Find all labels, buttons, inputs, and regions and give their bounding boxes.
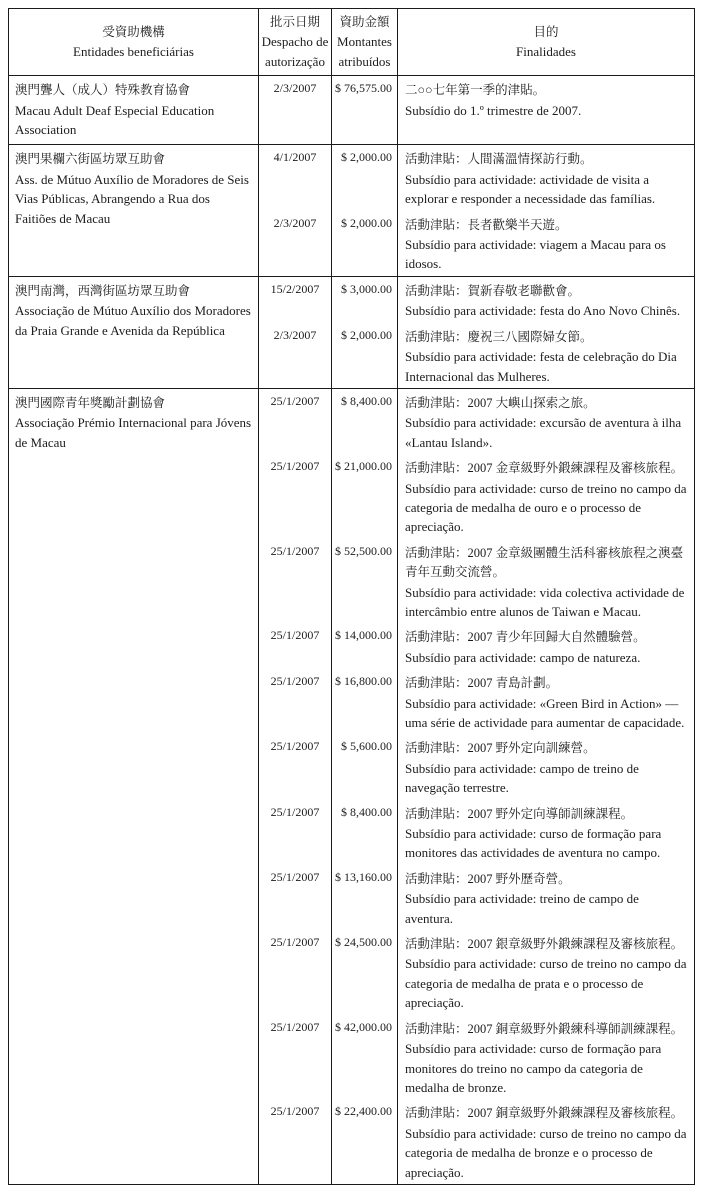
purpose-zh: 活動津貼：2007 青少年回歸大自然體驗營。: [405, 630, 646, 645]
entity-cell: [9, 389, 259, 1184]
date-cell: 25/1/2007: [259, 1099, 332, 1184]
purpose-zh: 活動津貼：2007 野外歷奇營。: [405, 871, 571, 886]
amount-cell: $ 2,000.00: [332, 145, 398, 210]
date-cell: 25/1/2007: [259, 623, 332, 669]
entity-name-pt: Macau Adult Deaf Especial Education Association: [15, 102, 215, 138]
date-cell: 15/2/2007: [259, 277, 332, 323]
purpose-zh: 活動津貼：2007 野外定向訓練營。: [405, 741, 596, 756]
date-cell: 25/1/2007: [259, 865, 332, 930]
header-purpose-pt: Finalidades: [516, 44, 576, 60]
entry-row: [259, 145, 694, 210]
header-amount: [332, 9, 398, 75]
purpose-cell: [398, 800, 694, 865]
purpose-pt: Subsídio para actividade: campo de treino de navegação terrestre.: [405, 760, 639, 796]
entry-row: [259, 277, 694, 323]
entry-row: [259, 323, 694, 388]
grants-table: [8, 8, 695, 1185]
purpose-pt: Subsídio do 1.º trimestre de 2007.: [405, 102, 582, 118]
purpose-zh: 活動津貼：2007 大嶼山探索之旅。: [405, 395, 596, 410]
amount-cell: $ 24,500.00: [332, 930, 398, 1015]
purpose-zh: 活動津貼：人間滿溫情探訪行動。: [405, 152, 593, 167]
date-cell: 2/3/2007: [259, 323, 332, 388]
entity-cell: [9, 76, 259, 144]
header-entities-pt: Entidades beneficiárias: [73, 44, 194, 60]
header-entities: [9, 9, 259, 75]
amount-cell: $ 2,000.00: [332, 211, 398, 276]
purpose-pt: Subsídio para actividade: festa de celebração do Dia Internacional das Mulheres.: [405, 349, 677, 384]
entries-list: [259, 145, 694, 275]
amount-cell: $ 8,400.00: [332, 389, 398, 454]
purpose-zh: 二○○七年第一季的津貼。: [405, 83, 546, 98]
amount-cell: $ 22,400.00: [332, 1099, 398, 1184]
amount-cell: $ 76,575.00: [332, 76, 398, 144]
amount-cell: $ 8,400.00: [332, 800, 398, 865]
amount-cell: $ 3,000.00: [332, 277, 398, 323]
purpose-zh: 活動津貼：2007 青島計劃。: [405, 676, 559, 691]
entry-row: [259, 454, 694, 539]
table-row: [9, 76, 694, 145]
purpose-zh: 活動津貼：2007 金章級團體生活科審核旅程之澳臺青年互動交流營。: [405, 545, 684, 580]
table-row: [9, 145, 694, 276]
header-entities-zh: 受資助機構: [102, 24, 165, 39]
purpose-zh: 活動津貼：長者歡樂半天遊。: [405, 217, 568, 232]
purpose-cell: [398, 930, 694, 1015]
entry-row: [259, 76, 694, 144]
purpose-cell: [398, 623, 694, 669]
date-cell: 25/1/2007: [259, 930, 332, 1015]
entry-row: [259, 734, 694, 799]
entry-row: [259, 800, 694, 865]
purpose-pt: Subsídio para actividade: curso de formação para monitores do treino no campo da categoria de medalha de bronze.: [405, 1041, 662, 1095]
header-date: [259, 9, 332, 75]
purpose-cell: [398, 669, 694, 734]
table-row: [9, 277, 694, 389]
entry-row: [259, 211, 694, 276]
date-cell: 25/1/2007: [259, 734, 332, 799]
purpose-pt: Subsídio para actividade: viagem a Macau para os idosos.: [405, 237, 666, 272]
entry-row: [259, 669, 694, 734]
purpose-zh: 活動津貼：2007 野外定向導師訓練課程。: [405, 806, 634, 821]
date-cell: 2/3/2007: [259, 76, 332, 144]
header-amount-zh: 資助金額: [339, 15, 390, 29]
header-date-pt: Despacho de autorização: [261, 34, 329, 69]
purpose-cell: [398, 454, 694, 539]
entity-name-pt: Associação de Mútuo Auxílio dos Moradores da Praia Grande e Avenida da República: [15, 303, 251, 338]
date-cell: 25/1/2007: [259, 539, 332, 624]
entry-row: [259, 1015, 694, 1100]
purpose-cell: [398, 734, 694, 799]
entity-name-zh: 澳門果欄六街區坊眾互助會: [15, 152, 166, 167]
table-header: [9, 9, 694, 76]
purpose-pt: Subsídio para actividade: excursão de aventura à ilha «Lantau Island».: [405, 415, 682, 450]
purpose-pt: Subsídio para actividade: treino de campo de aventura.: [405, 891, 639, 926]
purpose-cell: [398, 865, 694, 930]
table-body: [9, 76, 694, 1184]
date-cell: 2/3/2007: [259, 211, 332, 276]
purpose-cell: [398, 145, 694, 210]
entity-cell: [9, 277, 259, 388]
amount-cell: $ 13,160.00: [332, 865, 398, 930]
entity-name-zh: 澳門南灣，西灣街區坊眾互助會: [15, 283, 191, 298]
date-cell: 25/1/2007: [259, 454, 332, 539]
entry-row: [259, 1099, 694, 1184]
date-cell: 25/1/2007: [259, 669, 332, 734]
amount-cell: $ 5,600.00: [332, 734, 398, 799]
purpose-pt: Subsídio para actividade: campo de natureza.: [405, 649, 641, 665]
entries-list: [259, 76, 694, 144]
purpose-cell: [398, 539, 694, 624]
amount-cell: $ 14,000.00: [332, 623, 398, 669]
purpose-pt: Subsídio para actividade: curso de treino no campo da categoria de medalha de ouro e o processo de apreciação.: [405, 480, 687, 535]
purpose-pt: Subsídio para actividade: curso de treino no campo da categoria de medalha de bronze e o processo de apreciação.: [405, 1125, 687, 1180]
purpose-zh: 活動津貼：2007 銅章級野外鍛練課程及審核旅程。: [405, 1106, 684, 1121]
entity-name-zh: 澳門國際青年獎勵計劃協會: [15, 395, 166, 410]
purpose-zh: 活動津貼：賀新春敬老聯歡會。: [405, 283, 581, 298]
purpose-cell: [398, 277, 694, 323]
entity-name-pt: Ass. de Mútuo Auxílio de Moradores de Seis Vias Públicas, Abrangendo a Rua dos Faitiões de Macau: [15, 171, 249, 226]
entity-name-pt: Associação Prémio Internacional para Jóvens de Macau: [15, 415, 252, 450]
purpose-zh: 活動津貼：2007 銀章級野外鍛練課程及審核旅程。: [405, 937, 684, 952]
date-cell: 25/1/2007: [259, 1015, 332, 1100]
purpose-zh: 活動津貼：2007 金章級野外鍛練課程及審核旅程。: [405, 461, 684, 476]
date-cell: 25/1/2007: [259, 800, 332, 865]
purpose-cell: [398, 211, 694, 276]
date-cell: 25/1/2007: [259, 389, 332, 454]
entry-row: [259, 389, 694, 454]
table-row: [9, 389, 694, 1184]
date-cell: 4/1/2007: [259, 145, 332, 210]
purpose-pt: Subsídio para actividade: actividade de visita a explorar e responder a necessidade das famílias.: [405, 171, 656, 207]
entity-cell: [9, 145, 259, 275]
purpose-cell: [398, 323, 694, 388]
amount-cell: $ 2,000.00: [332, 323, 398, 388]
amount-cell: $ 21,000.00: [332, 454, 398, 539]
entry-row: [259, 930, 694, 1015]
entry-row: [259, 865, 694, 930]
entry-row: [259, 539, 694, 624]
purpose-pt: Subsídio para actividade: vida colectiva actividade de intercâmbio entre alunos de Taiwan e Macau.: [405, 584, 685, 619]
entries-list: [259, 389, 694, 1184]
purpose-cell: [398, 1015, 694, 1100]
amount-cell: $ 42,000.00: [332, 1015, 398, 1100]
purpose-zh: 活動津貼：2007 銅章級野外鍛練科導師訓練課程。: [405, 1021, 684, 1036]
purpose-cell: [398, 76, 694, 144]
purpose-pt: Subsídio para actividade: curso de treino no campo da categoria de medalha de prata e o processo de apreciação.: [405, 956, 687, 1011]
entity-name-zh: 澳門聾人（成人）特殊教育協會: [15, 83, 191, 98]
purpose-cell: [398, 389, 694, 454]
purpose-pt: Subsídio para actividade: festa do Ano Novo Chinês.: [405, 303, 681, 319]
header-purpose-zh: 目的: [533, 24, 559, 39]
header-amount-pt: Montantes atribuídos: [337, 34, 392, 69]
amount-cell: $ 16,800.00: [332, 669, 398, 734]
entry-row: [259, 623, 694, 669]
purpose-pt: Subsídio para actividade: «Green Bird in Action» — uma série de actividade para aumentar de capacidade.: [405, 695, 685, 730]
header-purpose: [398, 9, 694, 75]
amount-cell: $ 52,500.00: [332, 539, 398, 624]
entries-list: [259, 277, 694, 388]
header-date-zh: 批示日期: [269, 15, 320, 29]
purpose-pt: Subsídio para actividade: curso de formação para monitores das actividades de aventura no campo.: [405, 826, 662, 861]
purpose-cell: [398, 1099, 694, 1184]
purpose-zh: 活動津貼：慶祝三八國際婦女節。: [405, 329, 593, 344]
